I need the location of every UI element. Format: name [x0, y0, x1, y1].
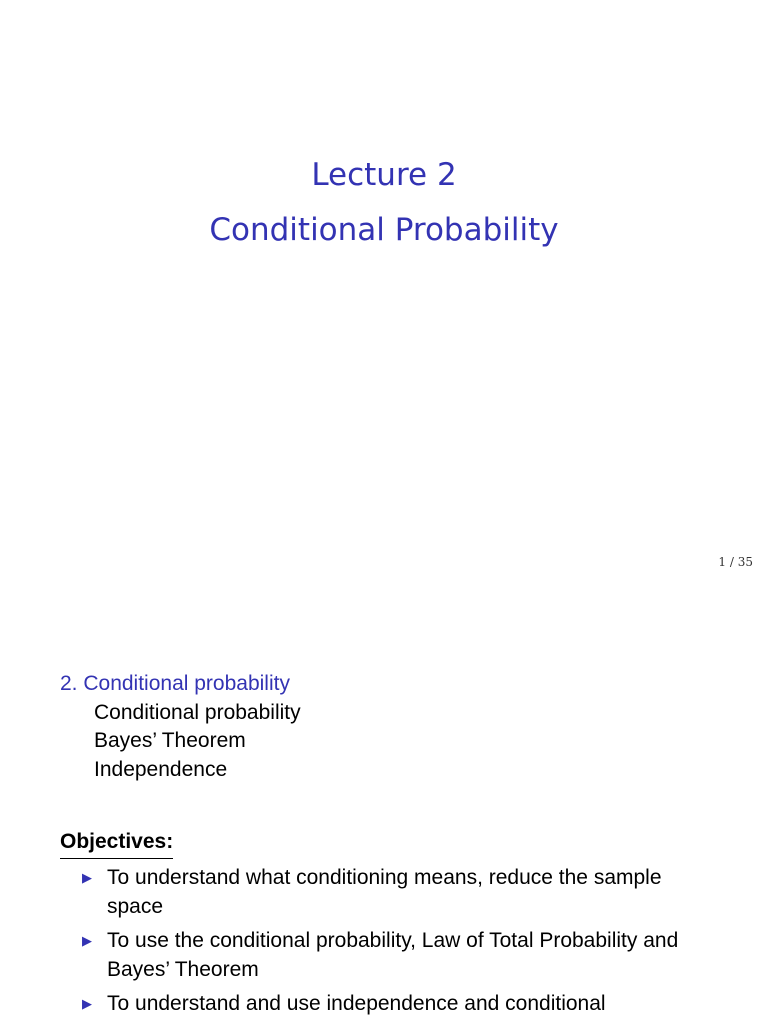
objective-item — [80, 990, 720, 1019]
outline-slide — [0, 590, 768, 1024]
objective-item — [80, 927, 720, 984]
triangle-right-icon: ▶ — [82, 996, 92, 1011]
objective-text: To use the conditional probability, Law of Total Probability and Bayes’ Theorem — [107, 929, 679, 981]
table-of-contents — [60, 670, 301, 784]
toc-subsection-item: Bayes’ Theorem — [94, 729, 246, 752]
objective-text: To understand and use independence and conditional — [107, 992, 606, 1015]
objective-item — [80, 864, 720, 921]
toc-subsection-item: Conditional probability — [94, 700, 301, 724]
objective-text: To understand what conditioning means, reduce the sample space — [107, 866, 662, 918]
toc-subsection-item: Independence — [94, 757, 228, 781]
toc-section-heading: 2. Conditional probability — [60, 672, 290, 695]
lecture-number-title: Lecture 2 — [311, 157, 457, 193]
page-number: 1 / 35 — [718, 555, 753, 569]
objectives-heading: Objectives: — [60, 828, 173, 859]
objectives-list — [80, 864, 720, 1024]
triangle-right-icon: ▶ — [82, 870, 92, 885]
triangle-right-icon: ▶ — [82, 933, 92, 948]
lecture-topic-title: Conditional Probability — [209, 212, 559, 248]
